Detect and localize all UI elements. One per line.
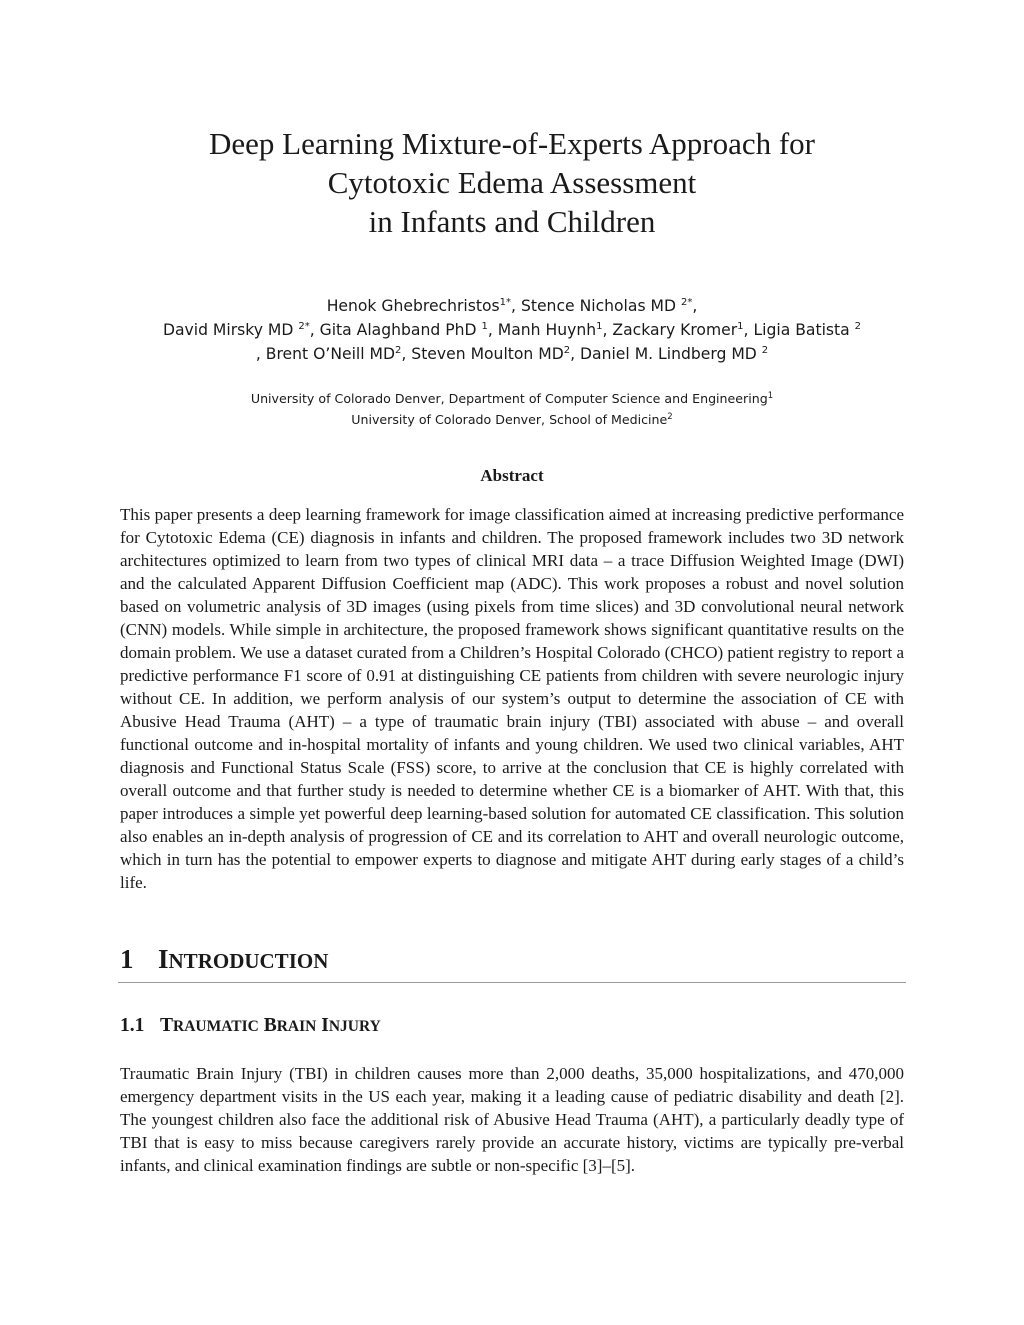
author-separator: , — [602, 321, 613, 339]
author-name: David Mirsky MD — [162, 321, 299, 339]
author-separator: , — [309, 321, 320, 339]
affiliation-text: University of Colorado Denver, Department of Computer Science and Engineering — [250, 391, 768, 406]
author-line — [0, 318, 1024, 342]
section-heading-introduction — [120, 944, 906, 975]
author-name: Stence Nicholas MD — [520, 297, 681, 315]
author-name: Manh Huynh — [497, 321, 597, 339]
title-line-2: Cytotoxic Edema Assessment — [327, 165, 697, 200]
subsection-word-rest: RAUMATIC — [173, 1018, 259, 1035]
author-affiliation-mark: 2 — [761, 345, 769, 356]
author-list — [0, 294, 1024, 366]
affiliation-mark: 2 — [667, 412, 673, 422]
author-affiliation-mark: 2* — [298, 321, 310, 332]
author-separator: , — [511, 297, 521, 315]
author-separator: , — [570, 345, 581, 363]
author-line — [0, 294, 1024, 318]
section-number: 1 — [120, 944, 134, 974]
author-name: Henok Ghebrechristos — [326, 297, 500, 315]
title-line-3: in Infants and Children — [368, 204, 656, 239]
author-name: Ligia Batista — [753, 321, 855, 339]
author-separator: , — [692, 297, 698, 315]
author-name: Daniel M. Lindberg MD — [580, 345, 762, 363]
subsection-word-initial: B — [263, 1015, 277, 1036]
author-affiliation-mark: 1 — [596, 321, 603, 332]
title-line-1: Deep Learning Mixture-of-Experts Approach for — [209, 126, 815, 161]
abstract-text: This paper presents a deep learning framework for image classification aimed at increasing predictive performance for Cytotoxic Edema (CE) diagnosis in infants and children. The proposed framework includes two 3D network architectures optimized to learn from two types of clinical MRI data – a trace Diffusion Weighted Image (DWI) and the calculated Apparent Diffusion Coefficient map (ADC). This work proposes a robust and novel solution based on volumetric analysis of 3D images (using pixels from time slices) and 3D convolutional neural network (CNN) models. While simple in architecture, the proposed framework shows significant quantitative results on the domain problem. We use a dataset curated from a Children’s Hospital Colorado (CHCO) patient registry to report a predictive performance F1 score of 0.91 at distinguishing CE patients from children with severe neurologic injury without CE. In addition, we perform analysis of our system’s output to determine the association of CE with Abusive Head Trauma (AHT) – a type of traumatic brain injury (TBI) associated with abuse – and overall functional outcome and in-hospital mortality of infants and young children. We used two clinical variables, AHT diagnosis and Functional Status Scale (FSS) score, to arrive at the conclusion that CE is highly correlated with overall outcome and that further study is needed to determine whether CE is a biomarker of AHT. With that, this paper introduces a simple yet powerful deep learning-based solution for automated CE classification. This solution also enables an in-depth analysis of progression of CE and its correlation to AHT and overall neurologic outcome, which in turn has the potential to empower experts to diagnose and mitigate AHT during early stages of a child’s life. — [120, 505, 904, 892]
author-separator: , — [401, 345, 412, 363]
author-affiliation-mark: 2 — [854, 321, 862, 332]
author-affiliation-mark: 2* — [680, 297, 693, 308]
author-affiliation-mark: 2 — [563, 345, 571, 356]
paper-title — [0, 124, 1024, 241]
author-line — [0, 342, 1024, 366]
author-name: Zackary Kromer — [612, 321, 738, 339]
abstract-heading: Abstract — [480, 466, 544, 485]
author-name: Gita Alaghband PhD — [319, 321, 482, 339]
author-affiliation-mark: 1* — [499, 297, 512, 308]
introduction-paragraph: Traumatic Brain Injury (TBI) in children causes more than 2,000 deaths, 35,000 hospitalizations, and 470,000 emergency department visits in the US each year, making it a leading cause of pediatric disability and death [2]. The youngest children also face the additional risk of Abusive Head Trauma (AHT), a particularly deadly type of TBI that is easy to miss because caregivers rarely provide an accurate history, victims are typically pre-verbal infants, and clinical examination findings are subtle or non-specific [3]–[5]. — [120, 1064, 904, 1175]
subsection-word-rest: RAIN — [276, 1018, 317, 1035]
author-name: Steven Moulton MD — [411, 345, 564, 363]
subsection-word-initial: I — [321, 1015, 329, 1036]
author-separator: , — [743, 321, 754, 339]
affiliation-text: University of Colorado Denver, School of Medicine — [351, 412, 668, 427]
affiliation-mark: 1 — [767, 391, 774, 401]
subsection-number: 1.1 — [120, 1015, 145, 1036]
affiliation-list — [0, 388, 1024, 430]
section-title-initial: I — [158, 944, 169, 974]
affiliation — [0, 388, 1024, 409]
section-divider — [118, 982, 906, 983]
author-affiliation-mark: 1 — [737, 321, 744, 332]
section-title-rest: NTRODUCTION — [168, 949, 329, 973]
author-affiliation-mark: 2 — [395, 345, 402, 356]
subsection-word-initial: T — [160, 1015, 174, 1036]
subsection-word-rest: NJURY — [328, 1018, 381, 1035]
author-separator: , — [487, 321, 498, 339]
author-affiliation-mark: 1 — [481, 321, 488, 332]
subsection-heading-traumatic-brain-injury — [120, 1015, 906, 1037]
affiliation — [0, 409, 1024, 430]
author-name: , Brent O’Neill MD — [255, 345, 395, 363]
